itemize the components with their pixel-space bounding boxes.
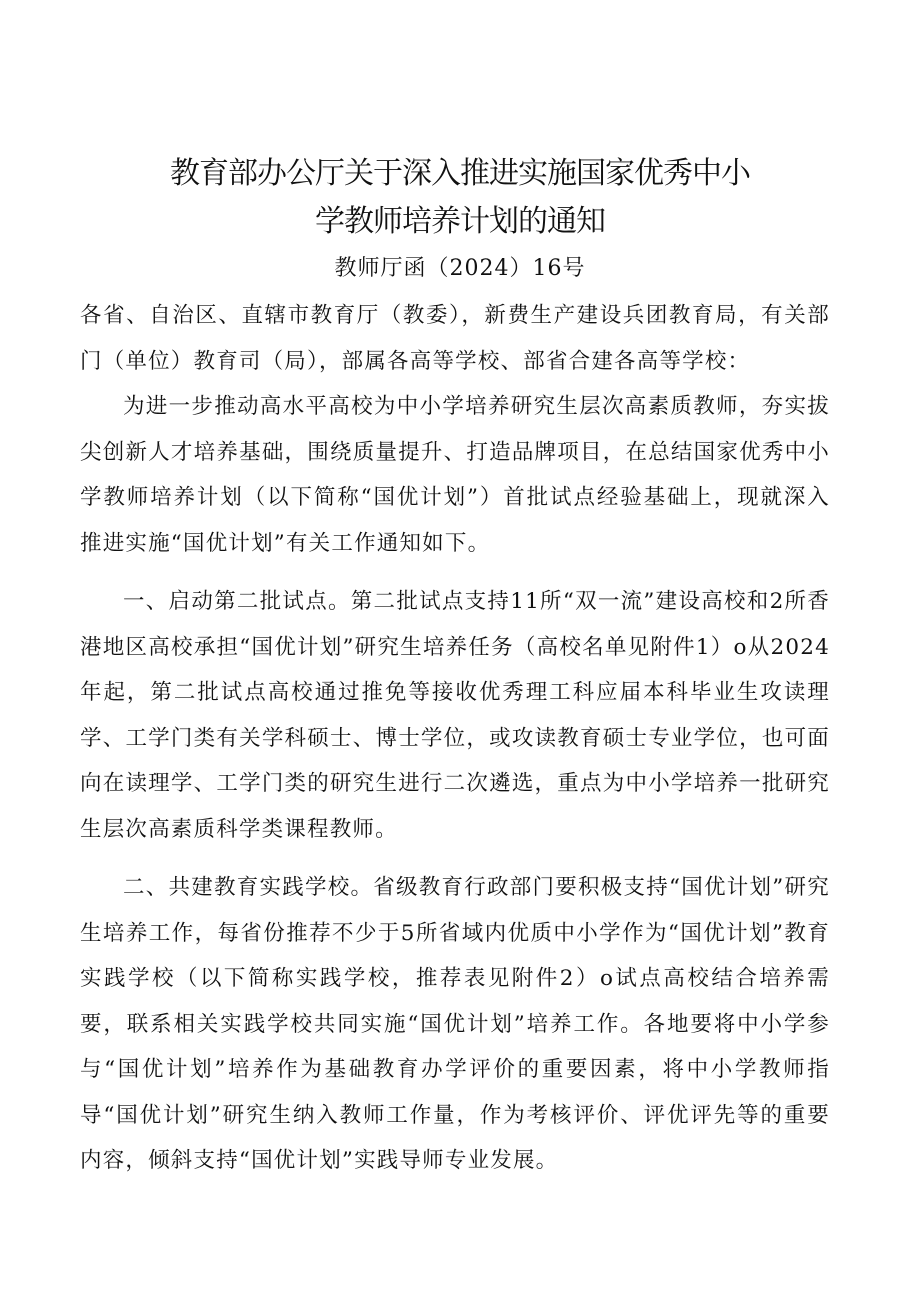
paragraph-intro: 为进一步推动高水平高校为中小学培养研究生层次高素质教师，夯实拔尖创新人才培养基础，围绕质量提升、打造品牌项目，在总结国家优秀中小学教师培养计划（以下简称“国优计划”）首批试点经验基础上，现就深入推进实施“国优计划”有关工作通知如下。 — [80, 394, 830, 556]
document-title — [100, 150, 820, 246]
document-title-line-1: 教育部办公厅关于深入推进实施国家优秀中小 — [170, 156, 750, 191]
document-title-line-2: 学教师培养计划的通知 — [315, 204, 605, 239]
document-body — [80, 293, 830, 1184]
document-number: 教师厅函（2024）16号 — [334, 256, 586, 281]
addressee: 各省、自治区、直辖市教育厅（教委），新费生产建设兵团教育局，有关部门（单位）教育司（局），部属各高等学校、部省合建各高等学校： — [80, 303, 830, 374]
paragraph-section-1: 一、启动第二批试点。第二批试点支持11所“双一流”建设高校和2所香港地区高校承担“国优计划”研究生培养任务（高校名单见附件1）o从2024年起，第二批试点高校通过推免等接收优秀理工科应届本科毕业生攻读理学、工学门类有关学科硕士、博士学位，或攻读教育硕士专业学位，也可面向在读理学、工学门类的研究生进行二次遴选，重点为中小学培养一批研究生层次高素质科学类课程教师。 — [80, 589, 830, 842]
paragraph-section-2: 二、共建教育实践学校。省级教育行政部门要积极支持“国优计划”研究生培养工作，每省份推荐不少于5所省域内优质中小学作为“国优计划”教育实践学校（以下简称实践学校，推荐表见附件2）o试点高校结合培养需要，联系相关实践学校共同实施“国优计划”培养工作。各地要将中小学参与“国优计划”培养作为基础教育办学评价的重要因素，将中小学教师指导“国优计划”研究生纳入教师工作量，作为考核评价、评优评先等的重要内容，倾斜支持“国优计划”实践导师专业发展。 — [80, 875, 830, 1173]
